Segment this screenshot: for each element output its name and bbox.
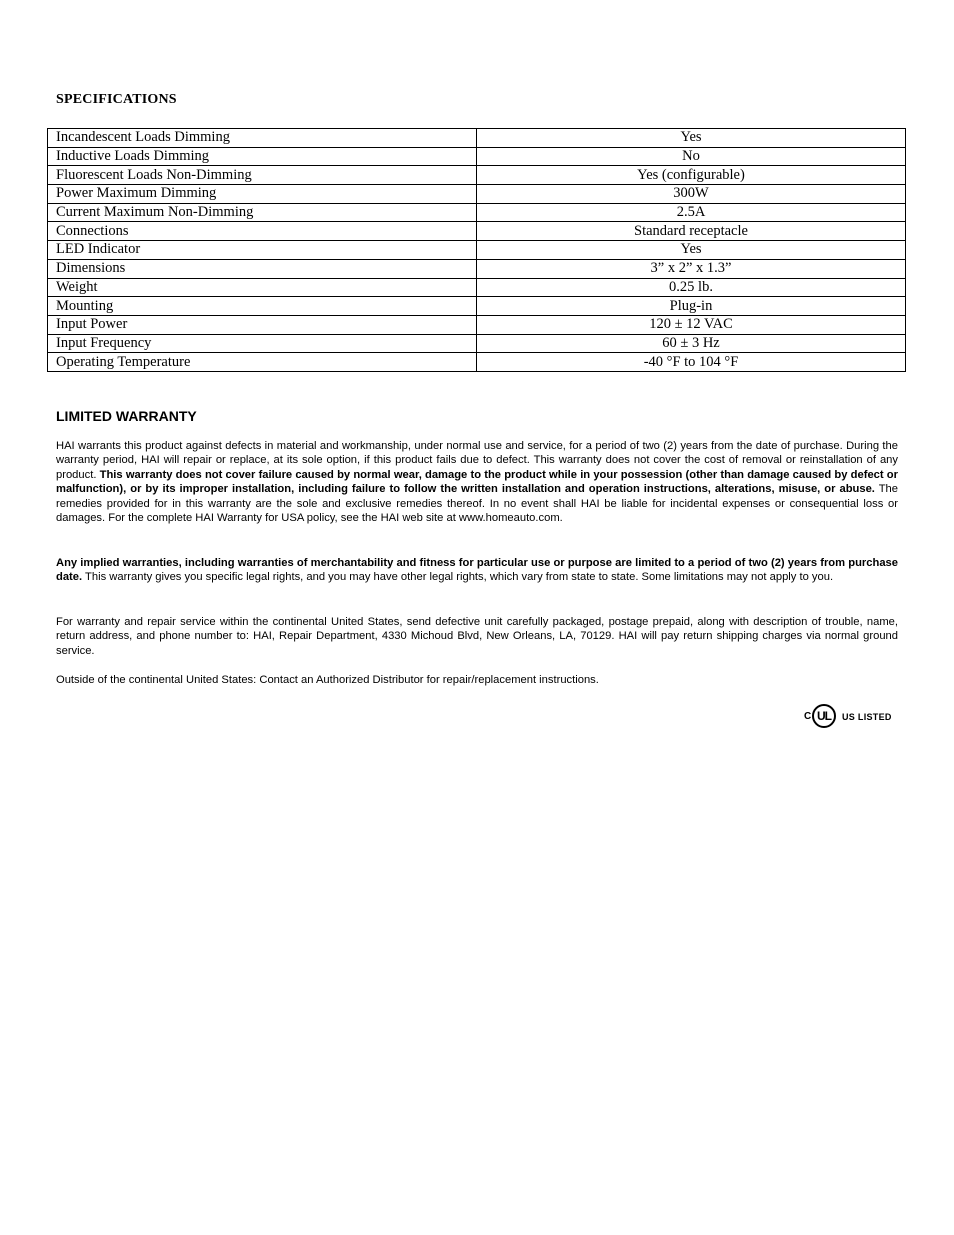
spec-row bbox=[48, 259, 906, 278]
spec-value: 300W bbox=[477, 185, 906, 204]
warranty-p1-text-a: HAI warrants this product against defects in material and workmanship, under normal use and service, for a period of two (2) years from the date of purchase. During the warranty period, HAI will repair or replace, at its sole option, if this product fails due to defect. This warranty does not cover the cost of removal or reinstallation of any product. bbox=[56, 440, 898, 481]
spec-row bbox=[48, 334, 906, 353]
spec-row bbox=[48, 222, 906, 241]
spec-value: Yes bbox=[477, 241, 906, 260]
spec-label: Incandescent Loads Dimming bbox=[48, 129, 477, 148]
warranty-paragraph-4: Outside of the continental United States: Contact an Authorized Distributor for repair/replacement instructions. bbox=[56, 674, 599, 686]
spec-label: Weight bbox=[48, 278, 477, 297]
spec-label: Input Power bbox=[48, 315, 477, 334]
warranty-p1-text-b: The remedies provided for in this warranty are the sole and exclusive remedies thereof. In no event shall HAI be liable for incidental expenses or consequential loss or damages. For the complete HAI Warranty for USA policy, see the HAI web site at www.homeauto.com. bbox=[56, 483, 899, 525]
ul-c-mark: C bbox=[804, 711, 812, 722]
warranty-p2-bold: Any implied warranties, including warranties of merchantability and fitness for particular use or purpose are limited to a period of two (2) years from purchase date. bbox=[56, 557, 898, 584]
warranty-p2-text: This warranty gives you specific legal rights, and you may have other legal rights, which vary from state to state. Some limitations may not apply to you. bbox=[82, 571, 834, 584]
spec-row bbox=[48, 166, 906, 185]
spec-row bbox=[48, 185, 906, 204]
warranty-paragraph-3: For warranty and repair service within the continental United States, send defective unit carefully packaged, postage prepaid, along with description of trouble, name, return address, and phone number to: HAI, Repair Department, 4330 Michoud Blvd, New Orleans, LA, 70129. HAI will pay return shipping charges via normal ground service. bbox=[56, 616, 898, 657]
spec-value: 60 ± 3 Hz bbox=[477, 334, 906, 353]
warranty-paragraph-2 bbox=[56, 556, 898, 585]
warranty-paragraph-1 bbox=[56, 439, 898, 525]
spec-value: Yes bbox=[477, 129, 906, 148]
spec-row bbox=[48, 129, 906, 148]
specifications-heading: SPECIFICATIONS bbox=[56, 92, 177, 107]
spec-value: -40 °F to 104 °F bbox=[477, 353, 906, 372]
spec-label: Fluorescent Loads Non-Dimming bbox=[48, 166, 477, 185]
spec-row bbox=[48, 241, 906, 260]
ul-circle-icon: UL bbox=[812, 704, 836, 728]
spec-row bbox=[48, 203, 906, 222]
spec-row bbox=[48, 147, 906, 166]
spec-label: LED Indicator bbox=[48, 241, 477, 260]
spec-row bbox=[48, 353, 906, 372]
spec-value: 120 ± 12 VAC bbox=[477, 315, 906, 334]
specifications-table bbox=[47, 128, 906, 372]
ul-us-listed-text: US LISTED bbox=[842, 712, 892, 722]
warranty-p1-bold: This warranty does not cover failure caused by normal wear, damage to the product while in your possession (other than damage caused by defect or malfunction), or by its improper installation, including failure to follow the written installation and operation instructions, alterations, misuse, or abuse. bbox=[56, 468, 898, 496]
spec-value: No bbox=[477, 147, 906, 166]
spec-label: Operating Temperature bbox=[48, 353, 477, 372]
spec-value: 2.5A bbox=[477, 203, 906, 222]
ul-listed-logo bbox=[804, 703, 892, 731]
spec-label: Connections bbox=[48, 222, 477, 241]
spec-value: 3” x 2” x 1.3” bbox=[477, 259, 906, 278]
spec-value: Yes (configurable) bbox=[477, 166, 906, 185]
spec-label: Power Maximum Dimming bbox=[48, 185, 477, 204]
spec-label: Current Maximum Non-Dimming bbox=[48, 203, 477, 222]
spec-row bbox=[48, 278, 906, 297]
spec-label: Inductive Loads Dimming bbox=[48, 147, 477, 166]
spec-value: Standard receptacle bbox=[477, 222, 906, 241]
spec-label: Input Frequency bbox=[48, 334, 477, 353]
spec-label: Dimensions bbox=[48, 259, 477, 278]
spec-value: Plug-in bbox=[477, 297, 906, 316]
spec-row bbox=[48, 315, 906, 334]
spec-row bbox=[48, 297, 906, 316]
spec-label: Mounting bbox=[48, 297, 477, 316]
warranty-heading: LIMITED WARRANTY bbox=[56, 408, 197, 424]
spec-value: 0.25 lb. bbox=[477, 278, 906, 297]
